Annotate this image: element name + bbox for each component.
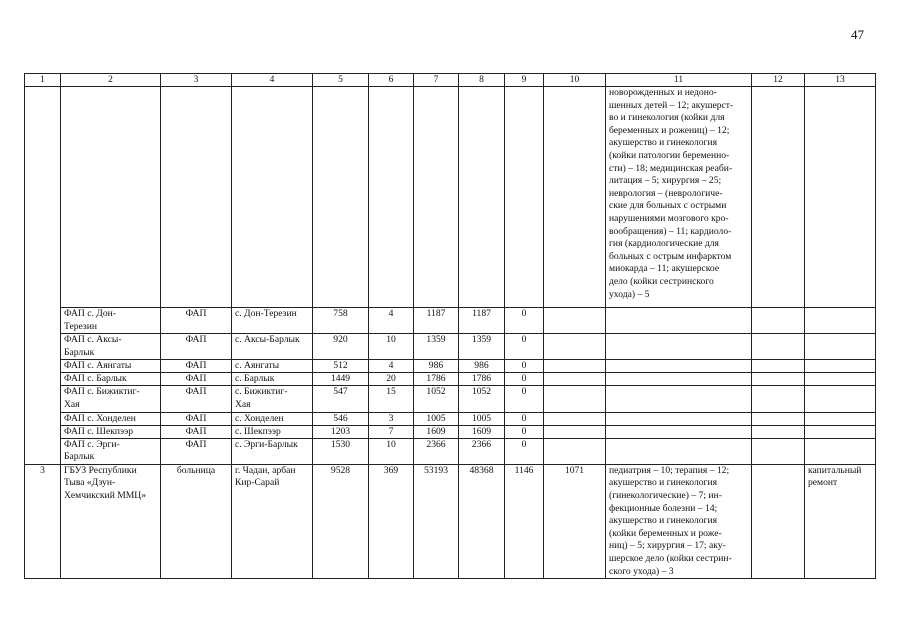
header-cell: 9 [505,74,544,87]
facility-name: ФАП с. Аянгаты [61,360,161,373]
table-cell: 48368 [459,464,505,578]
table-cell [606,360,752,373]
facility-location: г. Чадан, арбан Кир-Сарай [232,464,313,578]
table-cell: 1609 [459,425,505,438]
table-row-continuation [25,87,876,308]
table-cell: 1786 [414,373,459,386]
table-cell [752,360,805,373]
table-cell [805,386,876,412]
facility-name: ФАП с. Бижиктиг- Хая [61,386,161,412]
facility-name: ФАП с. Шекпээр [61,425,161,438]
table-cell [805,87,876,308]
facility-location: с. Дон-Терезин [232,308,313,334]
table-cell: 0 [505,373,544,386]
table-cell: 0 [505,412,544,425]
table-cell: 10 [369,438,414,464]
row-number-cell [25,87,61,465]
table-cell: 1052 [414,386,459,412]
facility-type: ФАП [161,438,232,464]
table-cell: 0 [505,308,544,334]
table-cell [606,386,752,412]
facility-type: ФАП [161,308,232,334]
table-cell: 1005 [414,412,459,425]
table-cell: 0 [505,360,544,373]
table-row [25,412,876,425]
table-cell [369,87,414,308]
bed-profile-cell: новорожденных и недоно- шенных детей – 12; акушерст- во и гинекология (койки для беременных и рожениц) – 12; акушерство и гинекология (койки патологии беременно- сти) – 18; медицинская реаби- литация – 5; хирургия – 25; неврология – (неврологиче- ские для больных с острыми нарушениями мозгового кро- вообращения) – 11; кардиоло- гия (кардиологические для больных с острым инфарктом миокарда – 11; акушерское дело (койки сестринского ухода) – 5 [606,87,752,308]
table-cell [544,360,606,373]
table-cell: 1146 [505,464,544,578]
header-cell: 13 [805,74,876,87]
facility-type: ФАП [161,425,232,438]
table-cell: 0 [505,438,544,464]
table-cell [544,438,606,464]
table-cell: 15 [369,386,414,412]
table-cell: 53193 [414,464,459,578]
header-cell: 1 [25,74,61,87]
table-cell [606,438,752,464]
table-row [25,425,876,438]
table-cell: 0 [505,425,544,438]
column-number-header-row [25,74,876,87]
table-row [25,386,876,412]
table-row [25,308,876,334]
table-cell: 1786 [459,373,505,386]
table-cell [805,373,876,386]
facilities-table [24,73,876,579]
table-cell: 1005 [459,412,505,425]
table-cell [752,464,805,578]
facility-type: больница [161,464,232,578]
table-cell [752,308,805,334]
table-cell [805,334,876,360]
facility-location: с. Эрги-Барлык [232,438,313,464]
table-cell: 1187 [414,308,459,334]
table-cell [752,425,805,438]
facility-type: ФАП [161,360,232,373]
header-cell: 12 [752,74,805,87]
table-row [25,373,876,386]
table-cell: 1609 [414,425,459,438]
table-cell: 546 [313,412,369,425]
table-cell [544,334,606,360]
table-cell [805,308,876,334]
table-cell: 1359 [414,334,459,360]
facility-location: с. Бижиктиг- Хая [232,386,313,412]
header-cell: 4 [232,74,313,87]
table-cell: 1203 [313,425,369,438]
table-cell [805,425,876,438]
table-cell: 986 [459,360,505,373]
facility-location: с. Аксы-Барлык [232,334,313,360]
table-cell [232,87,313,308]
table-cell: 986 [414,360,459,373]
row-number-cell: 3 [25,464,61,578]
table-cell [544,386,606,412]
table-cell [313,87,369,308]
table-cell: 1187 [459,308,505,334]
notes-cell: капитальный ремонт [805,464,876,578]
header-cell: 7 [414,74,459,87]
facility-type: ФАП [161,412,232,425]
table-cell: 9528 [313,464,369,578]
table-row-hospital [25,464,876,578]
table-cell [606,425,752,438]
header-cell: 2 [61,74,161,87]
facility-name: ФАП с. Аксы- Барлык [61,334,161,360]
table-cell: 758 [313,308,369,334]
table-cell [752,412,805,425]
table-cell [414,87,459,308]
table-cell [161,87,232,308]
table-cell: 4 [369,308,414,334]
table-cell: 547 [313,386,369,412]
table-cell [544,308,606,334]
header-cell: 3 [161,74,232,87]
table-cell: 369 [369,464,414,578]
header-cell: 10 [544,74,606,87]
table-cell [752,334,805,360]
table-cell [805,438,876,464]
facility-location: с. Аянгаты [232,360,313,373]
table-cell [752,373,805,386]
table-cell [606,308,752,334]
table-cell [459,87,505,308]
table-cell [61,87,161,308]
facility-location: с. Шекпээр [232,425,313,438]
table-cell: 1071 [544,464,606,578]
table-cell: 1449 [313,373,369,386]
table-cell [805,360,876,373]
table-cell [544,373,606,386]
table-cell [544,87,606,308]
table-cell [805,412,876,425]
facility-type: ФАП [161,386,232,412]
table-cell: 2366 [414,438,459,464]
table-cell: 10 [369,334,414,360]
header-cell: 11 [606,74,752,87]
table-cell: 1530 [313,438,369,464]
table-row [25,334,876,360]
table-cell [606,373,752,386]
table-cell: 4 [369,360,414,373]
table-cell: 20 [369,373,414,386]
table-row [25,438,876,464]
facility-location: с. Барлык [232,373,313,386]
facility-type: ФАП [161,373,232,386]
table-cell [752,386,805,412]
table-cell: 3 [369,412,414,425]
facility-name: ФАП с. Барлык [61,373,161,386]
table-cell: 1052 [459,386,505,412]
facility-name: ФАП с. Эрги- Барлык [61,438,161,464]
bed-profile-cell: педиатрия – 10; терапия – 12; акушерство и гинекология (гинекологические) – 7; ин- фекционные болезни – 14; акушерство и гинекология (койки беременных и роже- ниц) – 5; хирургия – 17; аку- шерское дело (койки сестрин- ского ухода) – 3 [606,464,752,578]
table-cell [752,438,805,464]
header-cell: 5 [313,74,369,87]
facility-name: ФАП с. Хонделен [61,412,161,425]
header-cell: 6 [369,74,414,87]
table-cell [544,412,606,425]
facility-name: ГБУЗ Республики Тыва «Дзун- Хемчикский ММЦ» [61,464,161,578]
table-cell [606,412,752,425]
table-cell: 7 [369,425,414,438]
facility-location: с. Хонделен [232,412,313,425]
table-cell [606,334,752,360]
header-cell: 8 [459,74,505,87]
table-cell: 512 [313,360,369,373]
facility-type: ФАП [161,334,232,360]
table-cell: 1359 [459,334,505,360]
table-cell: 920 [313,334,369,360]
table-cell [752,87,805,308]
table-cell: 0 [505,386,544,412]
table-cell: 0 [505,334,544,360]
table-row [25,360,876,373]
table-cell [505,87,544,308]
table-cell: 2366 [459,438,505,464]
table-cell [544,425,606,438]
page-number: 47 [851,27,864,42]
facility-name: ФАП с. Дон- Терезин [61,308,161,334]
